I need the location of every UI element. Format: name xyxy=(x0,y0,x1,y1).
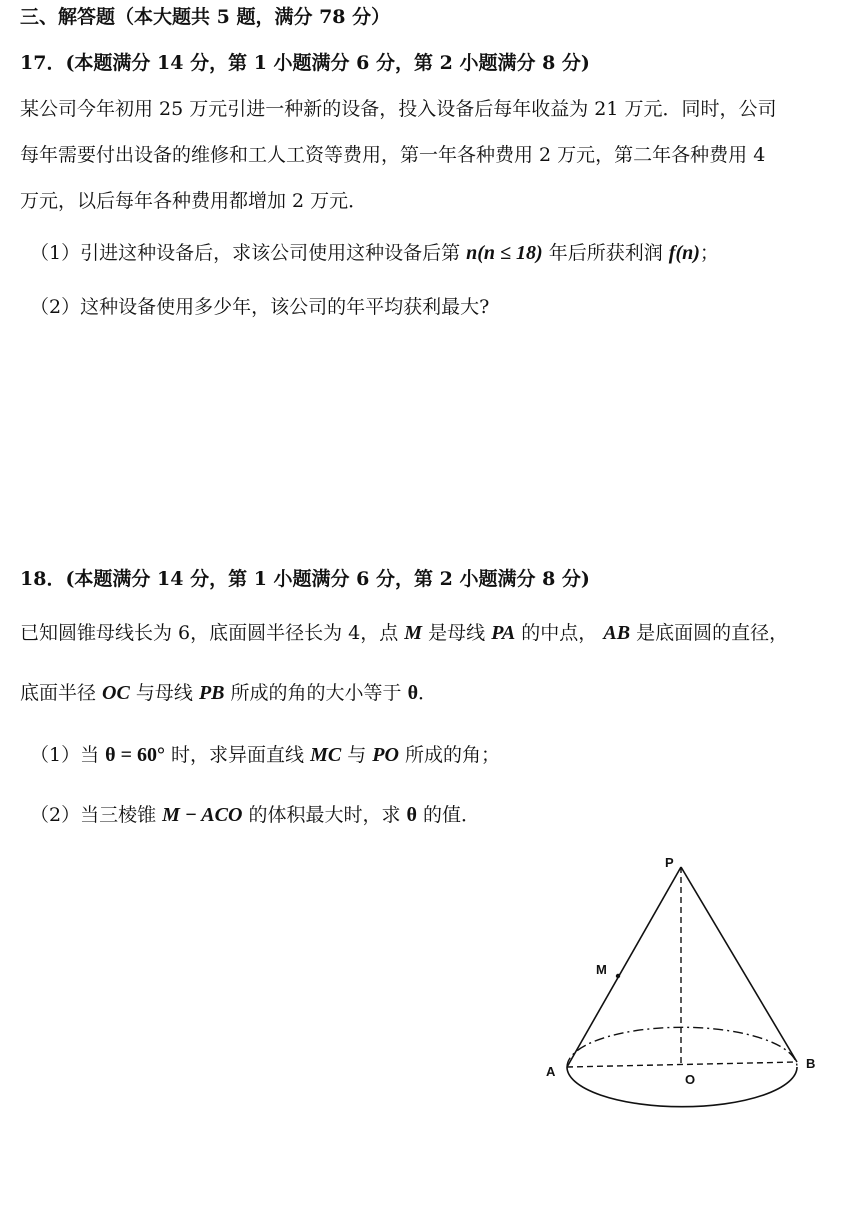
q18-text-line2 xyxy=(20,680,437,706)
section-heading: 三、解答题（本大题共 5 题，满分 78 分） xyxy=(20,6,391,28)
q18-line1-t4: 是底面圆的直径， xyxy=(630,622,789,644)
q18-part1-t2: 时，求异面直线 xyxy=(164,744,311,766)
q18-line2-t4: ． xyxy=(418,682,438,704)
label-b: B xyxy=(806,1056,816,1071)
label-a: A xyxy=(546,1064,556,1079)
generatrix-pa xyxy=(567,867,681,1067)
base-ellipse-back xyxy=(567,1027,797,1067)
q18-line2-t2: 与母线 xyxy=(129,682,199,704)
q18-line2-math-pb: PB xyxy=(198,682,225,704)
q17-part1-mid: 年后所获利润 xyxy=(542,242,669,264)
q17-text-line2: 每年需要付出设备的维修和工人工资等费用，第一年各种费用 2 万元，第二年各种费用 4 xyxy=(20,144,766,166)
q18-part1 xyxy=(30,742,500,768)
q18-line2-t1: 底面半径 xyxy=(20,682,103,704)
base-ellipse-front xyxy=(567,1067,797,1107)
q18-part2 xyxy=(30,802,480,828)
q18-line2-math-oc: OC xyxy=(102,682,130,704)
q18-part1-t3: 与 xyxy=(341,744,373,766)
q17-part1-prefix: （1）引进这种设备后，求该公司使用这种设备后第 xyxy=(30,242,467,264)
q18-line1-math-m: M xyxy=(404,622,423,644)
q18-line1-math-pa: PA xyxy=(491,622,516,644)
q17-text-line3: 万元，以后每年各种费用都增加 2 万元． xyxy=(20,190,368,212)
label-o: O xyxy=(685,1072,696,1087)
q18-line1-t2: 是母线 xyxy=(422,622,492,644)
q18-part2-t3: 的值． xyxy=(416,804,481,826)
q18-part2-t2: 的体积最大时，求 xyxy=(242,804,407,826)
q18-part2-t1: （2）当三棱锥 xyxy=(30,804,163,826)
q18-part1-math-mc: MC xyxy=(310,744,342,766)
q18-part1-t1: （1）当 xyxy=(30,744,106,766)
q18-part1-math-po: PO xyxy=(372,744,399,766)
q18-part2-math-maco: M − ACO xyxy=(162,804,243,826)
q17-part1 xyxy=(30,240,719,266)
q17-header: 17．(本题满分 14 分，第 1 小题满分 6 分，第 2 小题满分 8 分) xyxy=(20,52,590,74)
q18-line1-math-ab: AB xyxy=(603,622,631,644)
cone-figure xyxy=(540,850,830,1120)
q18-header: 18．(本题满分 14 分，第 1 小题满分 6 分，第 2 小题满分 8 分) xyxy=(20,568,590,590)
q17-part2: （2）这种设备使用多少年，该公司的年平均获利最大? xyxy=(30,296,490,318)
q17-part1-math-fn: f(n) xyxy=(668,242,700,264)
label-p: P xyxy=(665,855,674,870)
q18-text-line1 xyxy=(20,620,788,646)
point-m xyxy=(616,974,620,978)
q17-text-line1: 某公司今年初用 25 万元引进一种新的设备，投入设备后每年收益为 21 万元．同时，公司 xyxy=(20,98,777,120)
q18-part2-math-theta: θ xyxy=(406,804,417,826)
q18-part1-t4: 所成的角； xyxy=(398,744,501,766)
q18-line1-t1: 已知圆锥母线长为 6，底面圆半径长为 4，点 xyxy=(20,622,405,644)
q18-line1-t3: 的中点， xyxy=(515,622,604,644)
q17-part1-suffix: ； xyxy=(699,242,719,264)
q18-line2-math-theta: θ xyxy=(407,682,419,704)
q18-part1-math-theta: θ = 60° xyxy=(105,744,165,766)
q17-part1-math-n: n(n ≤ 18) xyxy=(466,242,543,264)
q18-line2-t3: 所成的角的大小等于 xyxy=(224,682,408,704)
diameter-ab xyxy=(567,1062,797,1067)
label-m: M xyxy=(596,962,607,977)
